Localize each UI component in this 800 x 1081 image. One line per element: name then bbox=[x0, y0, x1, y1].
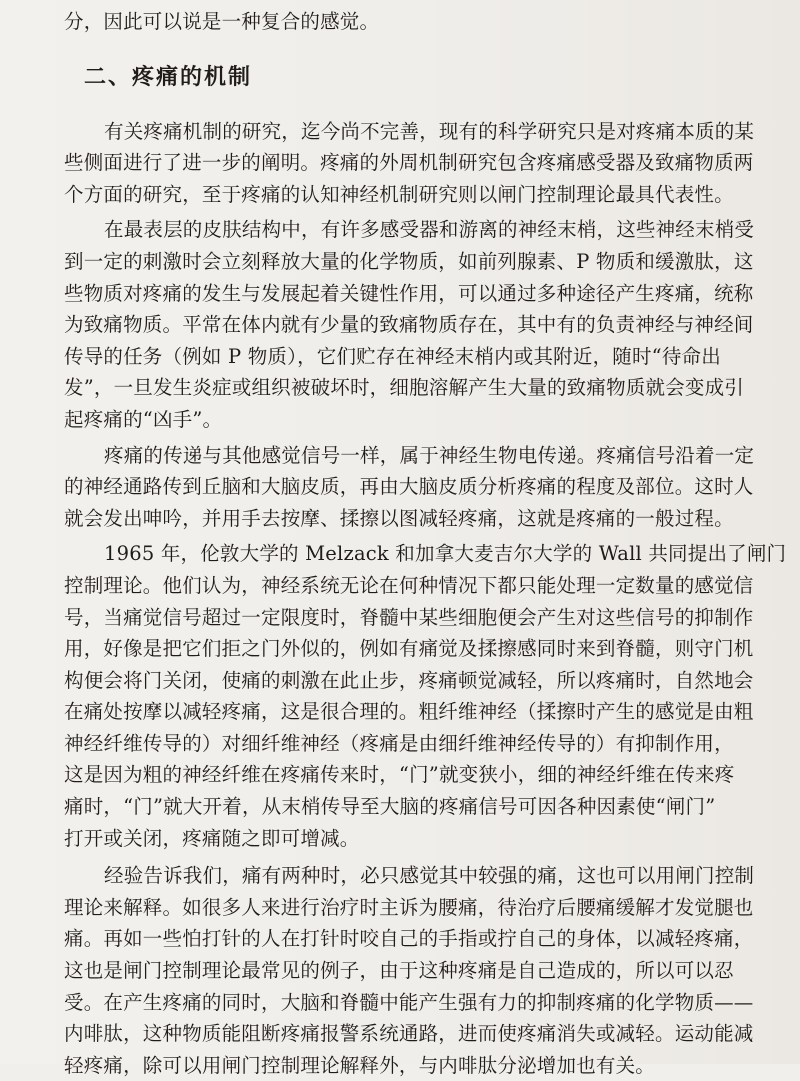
paragraph-5 bbox=[64, 860, 760, 1081]
paragraph-line: 痛时，“门”就大开着，从末梢传导至大脑的疼痛信号可因各种因素使“闸门” bbox=[64, 795, 716, 819]
paragraph-line: 疼痛的传递与其他感觉信号一样，属于神经生物电传递。疼痛信号沿着一定 bbox=[104, 443, 755, 467]
paragraph-line: 痛。再如一些怕打针的人在打针时咬自己的手指或拧自己的身体，以减轻疼痛， bbox=[64, 927, 754, 951]
paragraph-line: 控制理论。他们认为，神经系统无论在何种情况下都只能处理一定数量的感觉信 bbox=[64, 573, 754, 597]
paragraph-line: 受。在产生疼痛的同时，大脑和脊髓中能产生强有力的抑制疼痛的化学物质—— bbox=[64, 990, 754, 1014]
paragraph-line: 起疼痛的“凶手”。 bbox=[64, 407, 223, 431]
paragraph-line: 到一定的刺激时会立刻释放大量的化学物质，如前列腺素、P 物质和缓激肽，这 bbox=[64, 249, 754, 273]
paragraph-2 bbox=[64, 214, 760, 435]
paragraph-line: 这也是闸门控制理论最常见的例子，由于这种疼痛是自己造成的，所以可以忍 bbox=[64, 959, 734, 983]
paragraph-line: 号，当痛觉信号超过一定限度时，脊髓中某些细胞便会产生对这些信号的抑制作 bbox=[64, 605, 754, 629]
paragraph-line: 些物质对疼痛的发生与发展起着关键性作用，可以通过多种途径产生疼痛，统称 bbox=[64, 281, 754, 305]
paragraph-line: 为致痛物质。平常在体内就有少量的致痛物质存在，其中有的负责神经与神经间 bbox=[64, 313, 754, 337]
paragraph-line: 1965 年，伦敦大学的 Melzack 和加拿大麦吉尔大学的 Wall 共同提出了闸门 bbox=[104, 542, 787, 566]
section-heading: 二、疼痛的机制 bbox=[84, 64, 253, 90]
paragraph-line: 轻疼痛，除可以用闸门控制理论解释外，与内啡肽分泌增加也有关。 bbox=[64, 1053, 656, 1077]
paragraph-line: 经验告诉我们，痛有两种时，必只感觉其中较强的痛，这也可以用闸门控制 bbox=[104, 864, 755, 888]
paragraph-line: 用，好像是把它们拒之门外似的，例如有痛觉及揉擦感同时来到脊髓，则守门机 bbox=[64, 637, 754, 661]
paragraph-line: 神经纤维传导的）对细纤维神经（疼痛是由细纤维神经传导的）有抑制作用， bbox=[64, 731, 734, 755]
top-continuation-line: 分，因此可以说是一种复合的感觉。 bbox=[64, 10, 380, 33]
paragraph-line: 构便会将门关闭，使痛的刺激在此止步，疼痛顿觉减轻，所以疼痛时，自然地会 bbox=[64, 668, 754, 692]
paragraph-line: 的神经通路传到丘脑和大脑皮质，再由大脑皮质分析疼痛的程度及部位。这时人 bbox=[64, 475, 754, 499]
paragraph-line: 发”，一旦发生炎症或组织被破坏时，细胞溶解产生大量的致痛物质就会变成引 bbox=[64, 376, 744, 400]
paragraph-line: 些侧面进行了进一步的阐明。疼痛的外周机制研究包含疼痛感受器及致痛物质两 bbox=[64, 151, 754, 175]
paragraph-line: 理论来解释。如很多人来进行治疗时主诉为腰痛，待治疗后腰痛缓解才发觉腿也 bbox=[64, 895, 754, 919]
paragraph-line: 打开或关闭，疼痛随之即可增减。 bbox=[64, 826, 360, 850]
paragraph-line: 在痛处按摩以减轻疼痛，这是很合理的。粗纤维神经（揉擦时产生的感觉是由粗 bbox=[64, 700, 754, 724]
paragraph-line: 内啡肽，这种物质能阻断疼痛报警系统通路，进而使疼痛消失或减轻。运动能减 bbox=[64, 1022, 754, 1046]
paragraph-line: 个方面的研究，至于疼痛的认知神经机制研究则以闸门控制理论最具代表性。 bbox=[64, 182, 734, 206]
paragraph-line: 有关疼痛机制的研究，迄今尚不完善，现有的科学研究只是对疼痛本质的某 bbox=[104, 119, 755, 143]
paragraph-line: 在最表层的皮肤结构中，有许多感受器和游离的神经末梢，这些神经末梢受 bbox=[104, 218, 755, 242]
paragraph-4 bbox=[64, 538, 787, 854]
paragraph-3 bbox=[64, 440, 760, 535]
paragraph-line: 这是因为粗的神经纤维在疼痛传来时，“门”就变狭小，细的神经纤维在传来疼 bbox=[64, 763, 735, 787]
paragraph-line: 传导的任务（例如 P 物质），它们贮存在神经末梢内或其附近，随时“待命出 bbox=[64, 344, 721, 368]
paragraph-1 bbox=[64, 116, 760, 211]
paragraph-line: 就会发出呻吟，并用手去按摩、揉擦以图减轻疼痛，这就是疼痛的一般过程。 bbox=[64, 506, 734, 530]
